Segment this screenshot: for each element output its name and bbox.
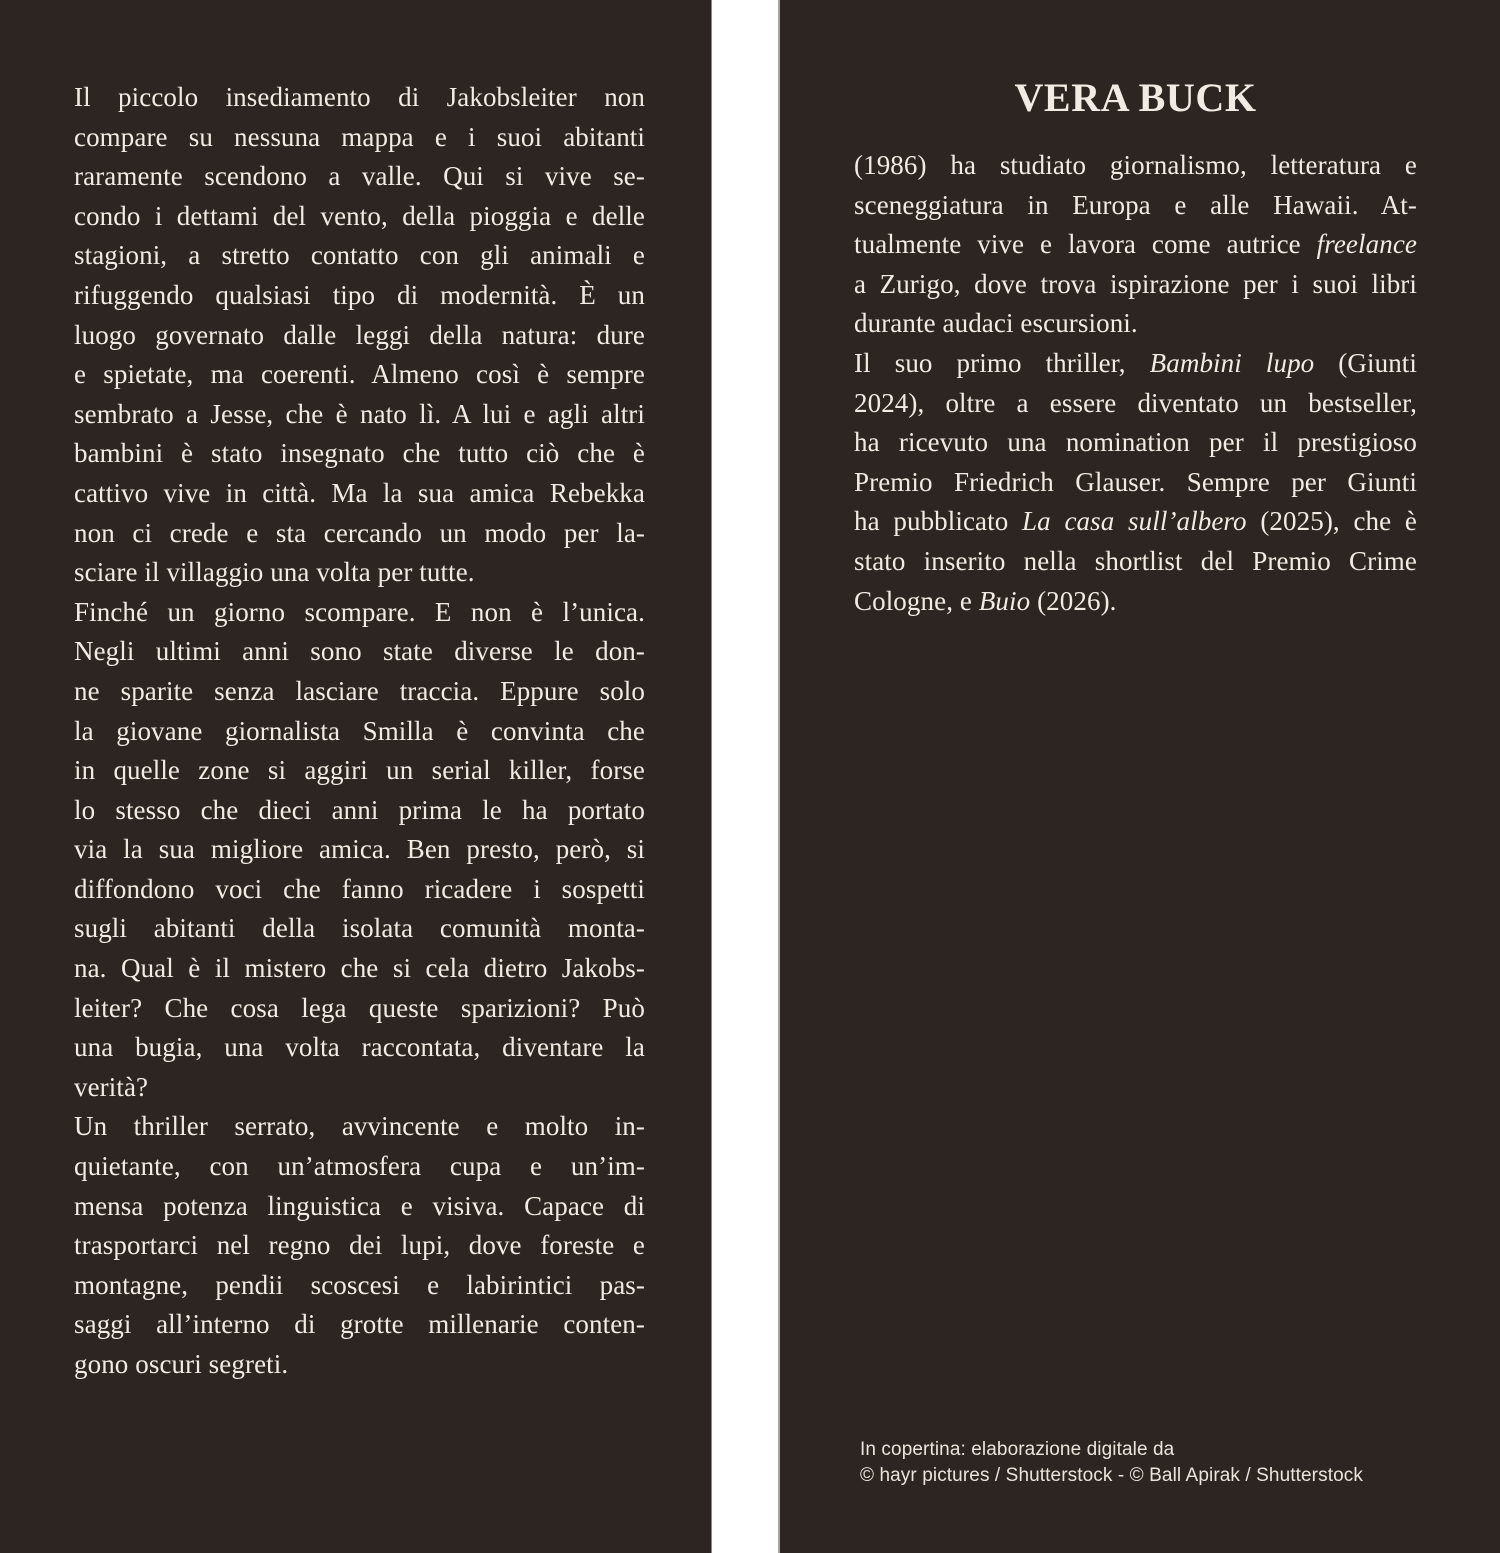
text-line: una bugia, una volta raccontata, diventare la xyxy=(74,1032,645,1063)
text-line: diffondono voci che fanno ricadere i sospetti xyxy=(74,873,645,904)
text-line: In copertina: elaborazione digitale da xyxy=(860,1439,1175,1460)
text-line: leiter? Che cosa lega queste sparizioni? Può xyxy=(74,992,645,1023)
text-line: sugli abitanti della isolata comunità monta- xyxy=(74,913,645,944)
text-line: Finché un giorno scompare. E non è l’unica. xyxy=(74,596,645,627)
text-line: ha ricevuto una nomination per il prestigioso xyxy=(854,427,1417,458)
front-flap xyxy=(780,0,1500,1553)
text-line: verità? xyxy=(74,1071,149,1102)
text-line: lo stesso che dieci anni prima le ha portato xyxy=(74,794,645,825)
text-line: montagne, pendii scoscesi e labirintici pas- xyxy=(74,1269,645,1300)
text-line: gono oscuri segreti. xyxy=(74,1349,289,1379)
text-line: 2024), oltre a essere diventato un bestseller, xyxy=(854,387,1417,418)
spine-gap xyxy=(711,0,780,1553)
text-line: via la sua migliore amica. Ben presto, però, si xyxy=(74,834,645,865)
text-line: Un thriller serrato, avvincente e molto in- xyxy=(74,1111,645,1142)
synopsis-text xyxy=(74,78,645,1385)
text-line: na. Qual è il mistero che si cela dietro Jakobs- xyxy=(74,953,645,984)
text-line: condo i dettami del vento, della pioggia e delle xyxy=(74,200,645,231)
text-line: saggi all’interno di grotte millenarie conten- xyxy=(74,1309,645,1340)
text-line: rifuggendo qualsiasi tipo di modernità. È un xyxy=(74,279,645,310)
text-line: stato inserito nella shortlist del Premio Crime xyxy=(854,545,1417,576)
text-line: raramente scendono a valle. Qui si vive se- xyxy=(74,161,645,192)
text-line: bambini è stato insegnato che tutto ciò che è xyxy=(74,438,645,469)
text-line: non ci crede e sta cercando un modo per la- xyxy=(74,517,645,548)
text-line: quietante, con un’atmosfera cupa e un’im- xyxy=(74,1151,645,1182)
text-line: ha pubblicato La casa sull’albero (2025), che è xyxy=(854,506,1417,537)
text-line: stagioni, a stretto contatto con gli animali e xyxy=(74,240,645,271)
text-line: e spietate, ma coerenti. Almeno così è sempre xyxy=(74,359,645,390)
text-line: la giovane giornalista Smilla è convinta che xyxy=(74,715,645,746)
text-line: in quelle zone si aggiri un serial killer, forse xyxy=(74,755,645,786)
text-line: durante audaci escursioni. xyxy=(854,308,1138,339)
author-bio xyxy=(854,146,1417,621)
text-line: Il piccolo insediamento di Jakobsleiter non xyxy=(74,82,645,112)
text-line: Negli ultimi anni sono state diverse le don- xyxy=(74,636,645,667)
text-line: Cologne, e Buio (2026). xyxy=(854,585,1117,616)
text-line: Premio Friedrich Glauser. Sempre per Giunti xyxy=(854,466,1417,497)
text-line: compare su nessuna mappa e i suoi abitanti xyxy=(74,121,645,152)
text-line: trasportarci nel regno dei lupi, dove foreste e xyxy=(74,1230,645,1261)
text-line: ne sparite senza lasciare traccia. Eppure solo xyxy=(74,675,645,706)
text-line: (1986) ha studiato giornalismo, letteratura e xyxy=(854,150,1417,180)
text-line: a Zurigo, dove trova ispirazione per i suoi libri xyxy=(854,268,1417,299)
text-line: luogo governato dalle leggi della natura: dure xyxy=(74,319,645,350)
back-flap xyxy=(0,0,711,1553)
text-line: sceneggiatura in Europa e alle Hawaii. At- xyxy=(854,189,1417,220)
text-line: sembrato a Jesse, che è nato lì. A lui e agli altri xyxy=(74,398,645,429)
text-line: © hayr pictures / Shutterstock - © Ball Apirak / Shutterstock xyxy=(860,1465,1363,1486)
author-name: VERA BUCK xyxy=(1014,75,1257,120)
text-line: mensa potenza linguistica e visiva. Capace di xyxy=(74,1190,645,1221)
cover-credits xyxy=(860,1437,1380,1489)
text-line: Il suo primo thriller, Bambini lupo (Giunti xyxy=(854,347,1418,378)
text-line: tualmente vive e lavora come autrice freelance xyxy=(854,229,1417,260)
text-line: sciare il villaggio una volta per tutte. xyxy=(74,557,475,588)
text-line: cattivo vive in città. Ma la sua amica Rebekka xyxy=(74,477,645,508)
